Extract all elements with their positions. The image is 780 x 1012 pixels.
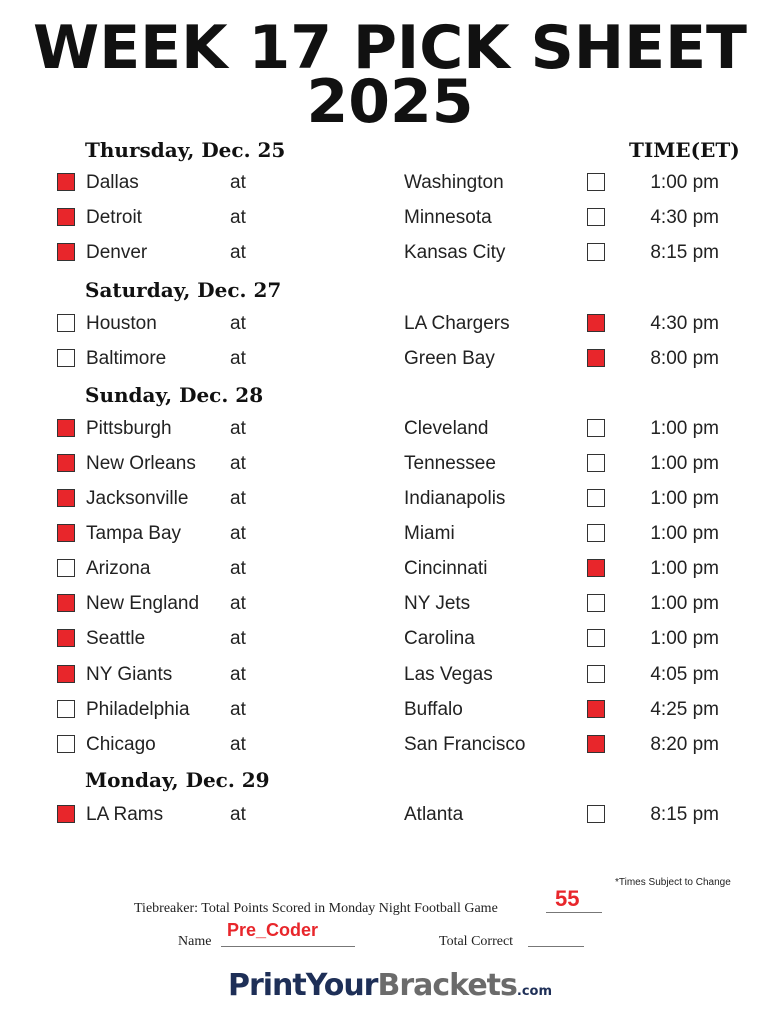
away-pick-checkbox[interactable] [57,559,75,577]
at-label: at [230,207,246,228]
logo-part-2: Brackets [377,968,517,1003]
at-label: at [230,488,246,509]
at-label: at [230,593,246,614]
game-time: 1:00 pm [650,488,719,509]
home-team: Miami [404,523,455,544]
home-team: San Francisco [404,734,526,755]
tiebreaker-row [134,901,498,917]
away-team: LA Rams [86,804,164,825]
away-pick-checkbox[interactable] [57,419,75,437]
at-label: at [230,628,246,649]
at-label: at [230,313,246,334]
at-label: at [230,172,246,193]
away-team: Seattle [86,628,146,649]
name-line [221,946,355,947]
away-team: Jacksonville [86,488,189,509]
at-label: at [230,558,246,579]
game-time: 8:15 pm [650,242,719,263]
tiebreaker-text: Total Points Scored in Monday Night Football Game [201,901,498,916]
away-team: NY Giants [86,664,173,685]
game-time: 8:00 pm [650,348,719,369]
day-header: Saturday, Dec. 27 [85,278,282,302]
away-pick-checkbox[interactable] [57,700,75,718]
away-pick-checkbox[interactable] [57,524,75,542]
away-team: New England [86,593,200,614]
page-title-year: 2025 [306,67,474,137]
away-pick-checkbox[interactable] [57,489,75,507]
game-time: 1:00 pm [650,453,719,474]
away-pick-checkbox[interactable] [57,735,75,753]
game-time: 1:00 pm [650,628,719,649]
home-team: Carolina [404,628,475,649]
page-title: WEEK 17 PICK SHEET [33,13,747,83]
away-pick-checkbox[interactable] [57,314,75,332]
at-label: at [230,804,246,825]
at-label: at [230,734,246,755]
home-team: NY Jets [404,593,471,614]
away-pick-checkbox[interactable] [57,243,75,261]
away-team: Houston [86,313,157,334]
total-correct-label: Total Correct [439,934,514,949]
at-label: at [230,453,246,474]
home-team: Tennessee [404,453,496,474]
home-team: Cleveland [404,418,489,439]
game-time: 4:30 pm [650,207,719,228]
game-time: 4:05 pm [650,664,719,685]
day-header: Sunday, Dec. 28 [85,383,264,407]
site-logo [0,968,780,1003]
away-pick-checkbox[interactable] [57,665,75,683]
game-time: 4:25 pm [650,699,719,720]
home-team: Buffalo [404,699,463,720]
home-team: Cincinnati [404,558,488,579]
name-label: Name [178,934,212,949]
home-team: Indianapolis [404,488,506,509]
away-pick-checkbox[interactable] [57,805,75,823]
away-pick-checkbox[interactable] [57,349,75,367]
home-team: Las Vegas [404,664,493,685]
at-label: at [230,664,246,685]
game-time: 1:00 pm [650,523,719,544]
game-time: 8:15 pm [650,804,719,825]
total-correct-line [528,946,584,947]
home-team: LA Chargers [404,313,510,334]
away-team: Tampa Bay [86,523,182,544]
away-team: New Orleans [86,453,196,474]
away-pick-checkbox[interactable] [57,594,75,612]
home-team: Minnesota [404,207,492,228]
game-time: 1:00 pm [650,172,719,193]
away-team: Philadelphia [86,699,190,720]
logo-part-3: .com [516,984,552,999]
away-team: Arizona [86,558,151,579]
name-input[interactable]: Pre_Coder [227,920,319,940]
away-team: Pittsburgh [86,418,172,439]
day-header: Thursday, Dec. 25 [85,138,286,162]
game-time: 1:00 pm [650,418,719,439]
day-header: Monday, Dec. 29 [85,768,270,792]
game-time: 1:00 pm [650,558,719,579]
away-team: Chicago [86,734,156,755]
game-time: 4:30 pm [650,313,719,334]
tiebreaker-label: Tiebreaker: [134,901,199,916]
times-note: *Times Subject to Change [615,877,731,888]
away-pick-checkbox[interactable] [57,629,75,647]
away-team: Detroit [86,207,142,228]
at-label: at [230,523,246,544]
at-label: at [230,418,246,439]
away-pick-checkbox[interactable] [57,173,75,191]
tiebreaker-line [546,912,602,913]
game-time: 1:00 pm [650,593,719,614]
away-team: Dallas [86,172,139,193]
home-team: Washington [404,172,504,193]
at-label: at [230,242,246,263]
home-team: Green Bay [404,348,495,369]
at-label: at [230,699,246,720]
tiebreaker-input[interactable]: 55 [555,886,580,911]
away-pick-checkbox[interactable] [57,454,75,472]
away-pick-checkbox[interactable] [57,208,75,226]
logo-part-1: PrintYour [227,968,378,1003]
time-column-header: TIME(ET) [629,138,740,162]
at-label: at [230,348,246,369]
home-team: Kansas City [404,242,506,263]
game-time: 8:20 pm [650,734,719,755]
home-team: Atlanta [404,804,464,825]
away-team: Denver [86,242,148,263]
away-team: Baltimore [86,348,167,369]
